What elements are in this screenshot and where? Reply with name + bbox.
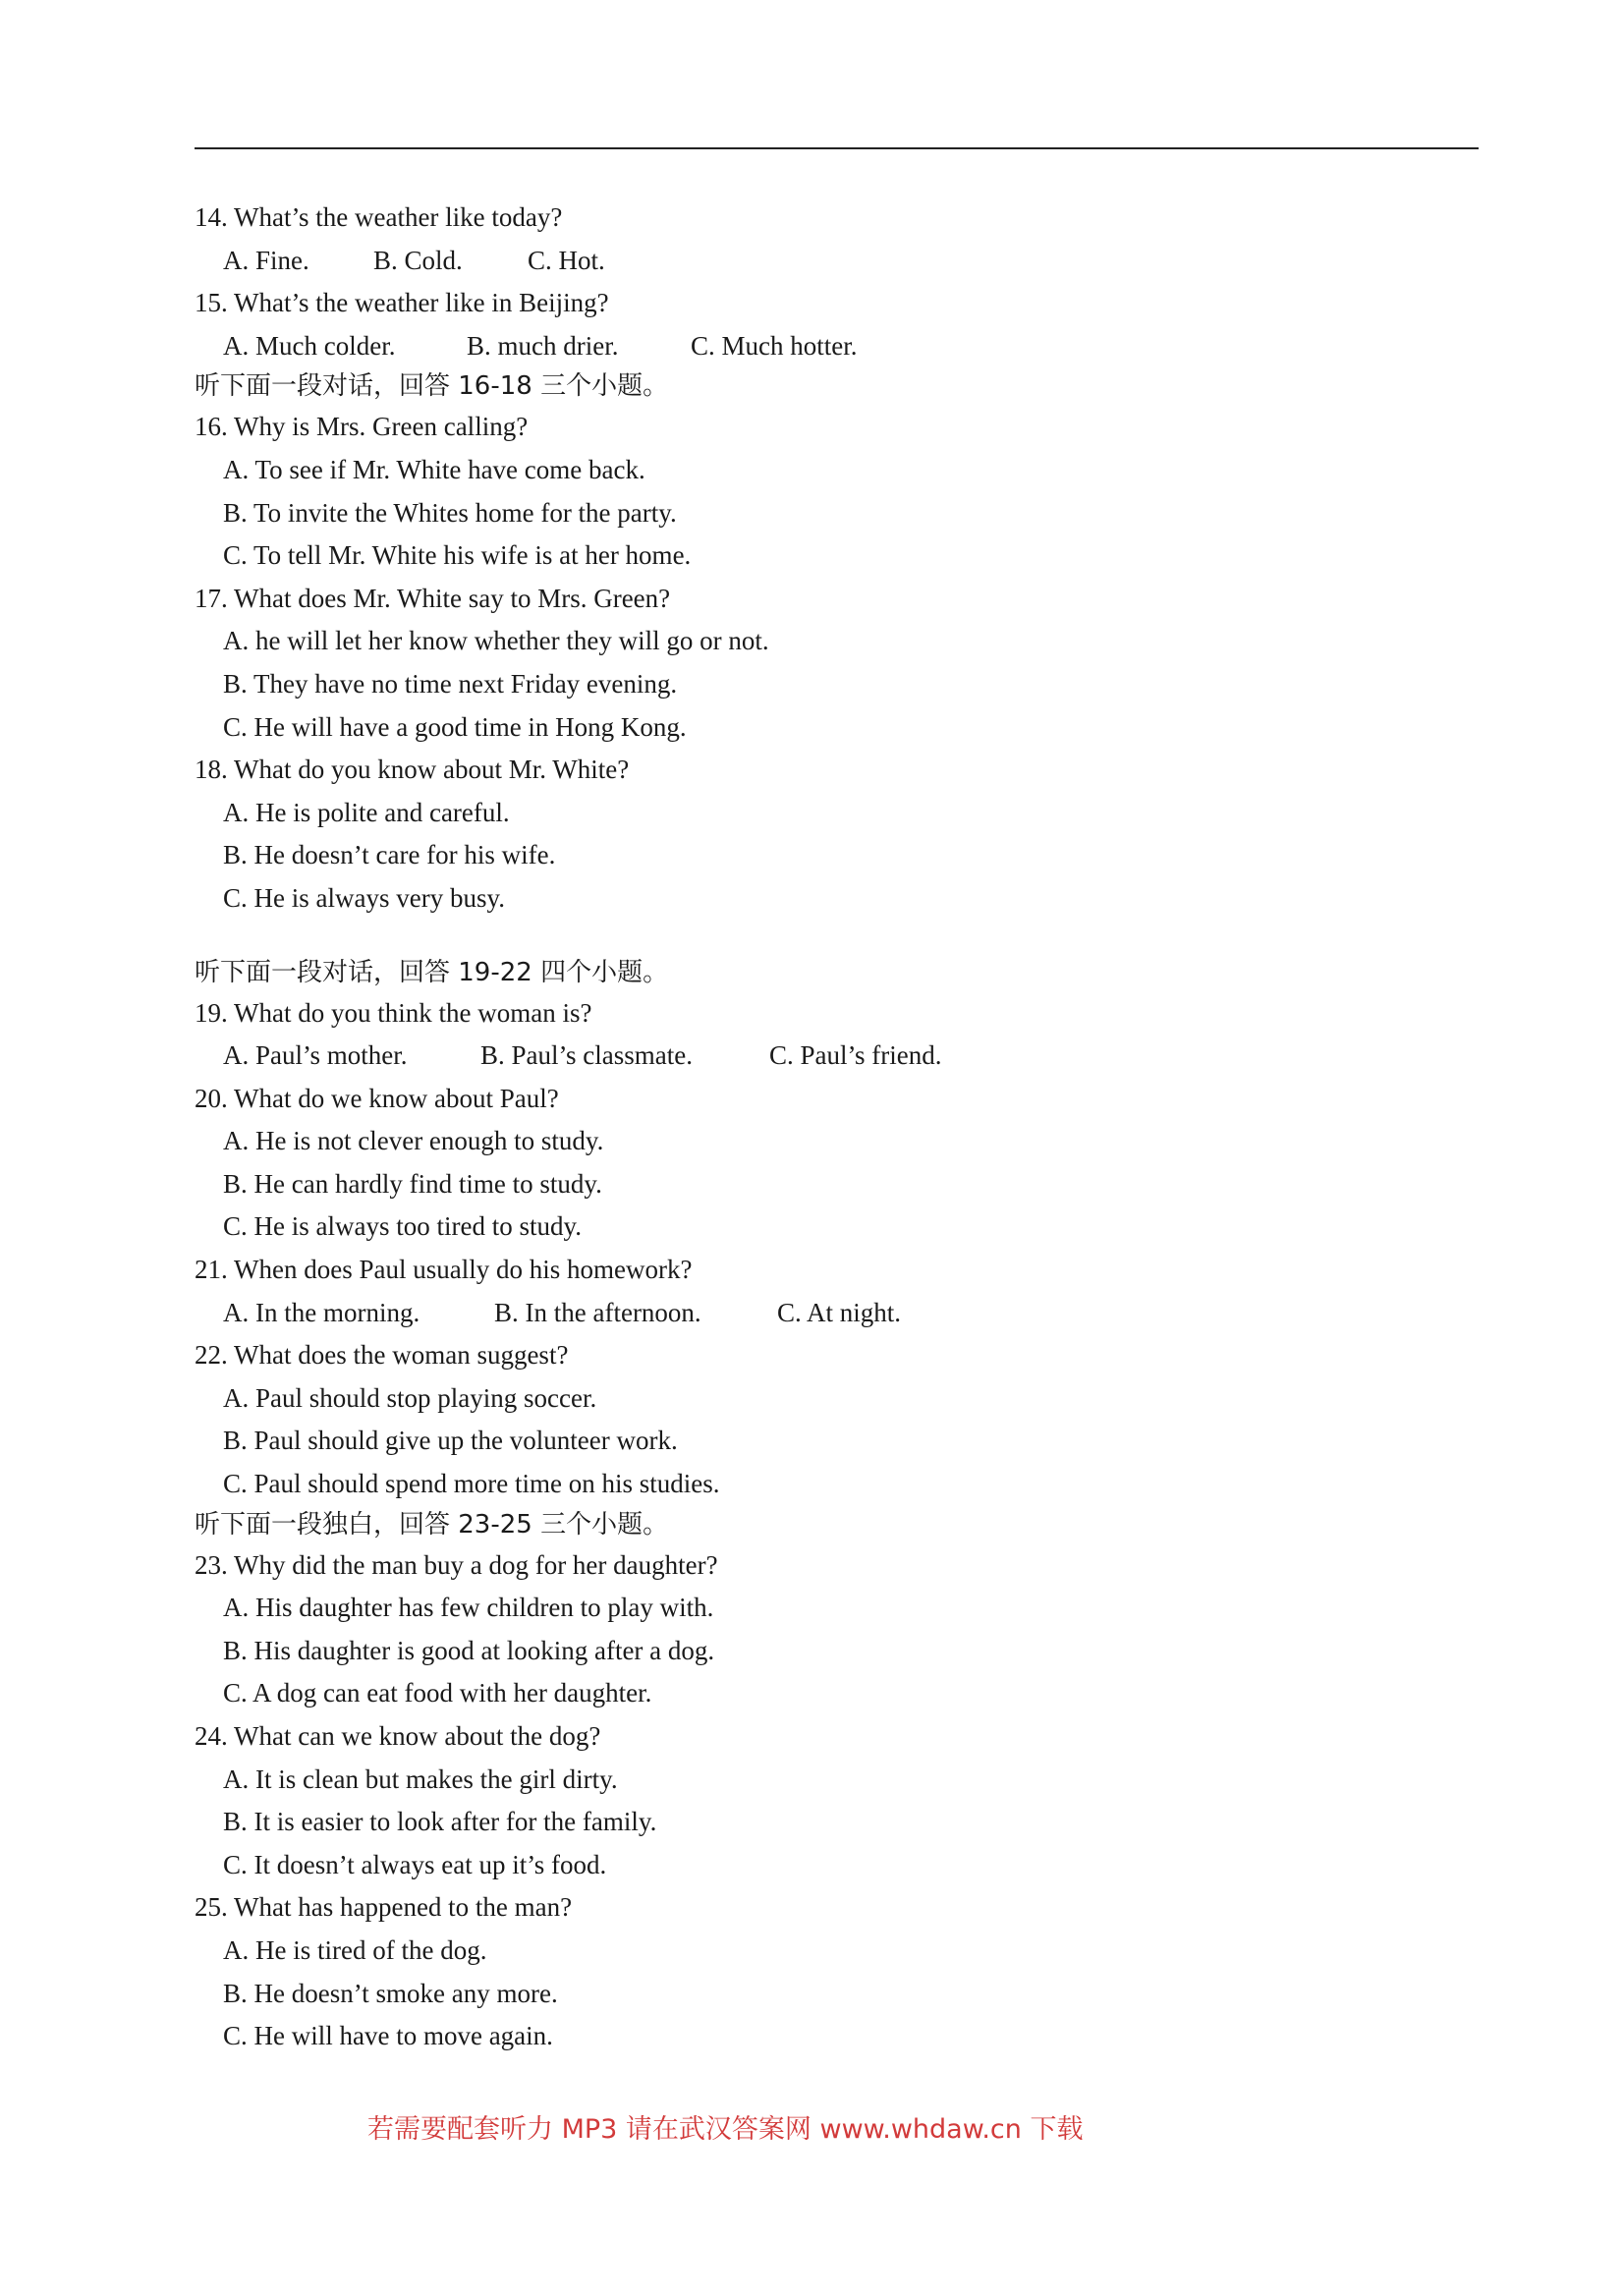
answer-option: B. much drier. [467, 330, 619, 361]
exam-content [195, 196, 1482, 2058]
answer-option: A. Fine. [223, 245, 309, 275]
answer-option: C. He is always too tired to study. [223, 1211, 582, 1242]
answer-option: A. He is polite and careful. [223, 797, 510, 827]
answer-option: A. he will let her know whether they will go or not. [223, 626, 769, 656]
answer-option: C. At night. [777, 1297, 902, 1327]
answer-option: B. Paul’s classmate. [480, 1040, 693, 1071]
answer-option: A. To see if Mr. White have come back. [223, 454, 645, 484]
question-text: 18. What do you know about Mr. White? [195, 755, 630, 785]
answer-option: C. Much hotter. [691, 330, 858, 361]
answer-option: B. He can hardly find time to study. [223, 1168, 602, 1199]
question-text: 17. What does Mr. White say to Mrs. Green? [195, 583, 671, 613]
answer-option: C. A dog can eat food with her daughter. [223, 1678, 652, 1708]
answer-option: C. He is always very busy. [223, 882, 505, 913]
question-text: 19. What do you think the woman is? [195, 997, 592, 1028]
question-text: 16. Why is Mrs. Green calling? [195, 412, 529, 442]
section-instruction: 听下面一段独白，回答 23-25 三个小题。 [195, 1509, 669, 1540]
answer-option: B. They have no time next Friday evening. [223, 668, 678, 699]
answer-option: C. It doesn’t always eat up it’s food. [223, 1849, 607, 1879]
answer-option: C. Paul’s friend. [769, 1040, 942, 1071]
answer-option: C. He will have a good time in Hong Kong. [223, 711, 687, 742]
answer-option: B. In the afternoon. [494, 1297, 701, 1327]
section-instruction: 听下面一段对话，回答 16-18 三个小题。 [195, 371, 669, 402]
answer-option: C. Paul should spend more time on his studies. [223, 1469, 720, 1499]
answer-option: B. Cold. [373, 245, 463, 275]
answer-option: B. His daughter is good at looking after a dog. [223, 1635, 715, 1665]
question-text: 22. What does the woman suggest? [195, 1340, 569, 1371]
spacer [195, 921, 1482, 954]
answer-option: B. He doesn’t smoke any more. [223, 1978, 558, 2008]
footer-download-note: 若需要配套听力 MP3 请在武汉答案网 www.whdaw.cn 下载 [367, 2114, 1084, 2145]
answer-option: A. In the morning. [223, 1297, 420, 1327]
answer-option: C. Hot. [528, 245, 605, 275]
answer-option: C. He will have to move again. [223, 2021, 553, 2051]
answer-option: A. He is not clever enough to study. [223, 1126, 604, 1156]
answer-option: A. Paul’s mother. [223, 1040, 408, 1071]
question-text: 20. What do we know about Paul? [195, 1083, 559, 1113]
header-rule [195, 147, 1479, 149]
answer-option: B. It is easier to look after for the family. [223, 1807, 657, 1837]
answer-option-row [195, 1035, 1482, 1078]
question-text: 15. What’s the weather like in Beijing? [195, 288, 609, 318]
question-text: 24. What can we know about the dog? [195, 1721, 601, 1751]
question-text: 21. When does Paul usually do his homework? [195, 1255, 693, 1285]
question-text: 25. What has happened to the man? [195, 1892, 573, 1923]
answer-option-row [195, 1292, 1482, 1335]
answer-option: A. He is tired of the dog. [223, 1934, 487, 1965]
answer-option-row [195, 240, 1482, 283]
answer-option: A. Much colder. [223, 330, 396, 361]
answer-option-row [195, 325, 1482, 368]
section-instruction: 听下面一段对话，回答 19-22 四个小题。 [195, 957, 669, 987]
answer-option: A. It is clean but makes the girl dirty. [223, 1764, 618, 1794]
question-text: 14. What’s the weather like today? [195, 202, 563, 232]
answer-option: B. He doesn’t care for his wife. [223, 840, 556, 870]
question-text: 23. Why did the man buy a dog for her daughter? [195, 1549, 718, 1580]
answer-option: C. To tell Mr. White his wife is at her home. [223, 540, 692, 571]
answer-option: B. Paul should give up the volunteer work. [223, 1426, 678, 1456]
answer-option: B. To invite the Whites home for the party. [223, 497, 677, 528]
answer-option: A. Paul should stop playing soccer. [223, 1382, 597, 1413]
answer-option: A. His daughter has few children to play with. [223, 1593, 714, 1623]
